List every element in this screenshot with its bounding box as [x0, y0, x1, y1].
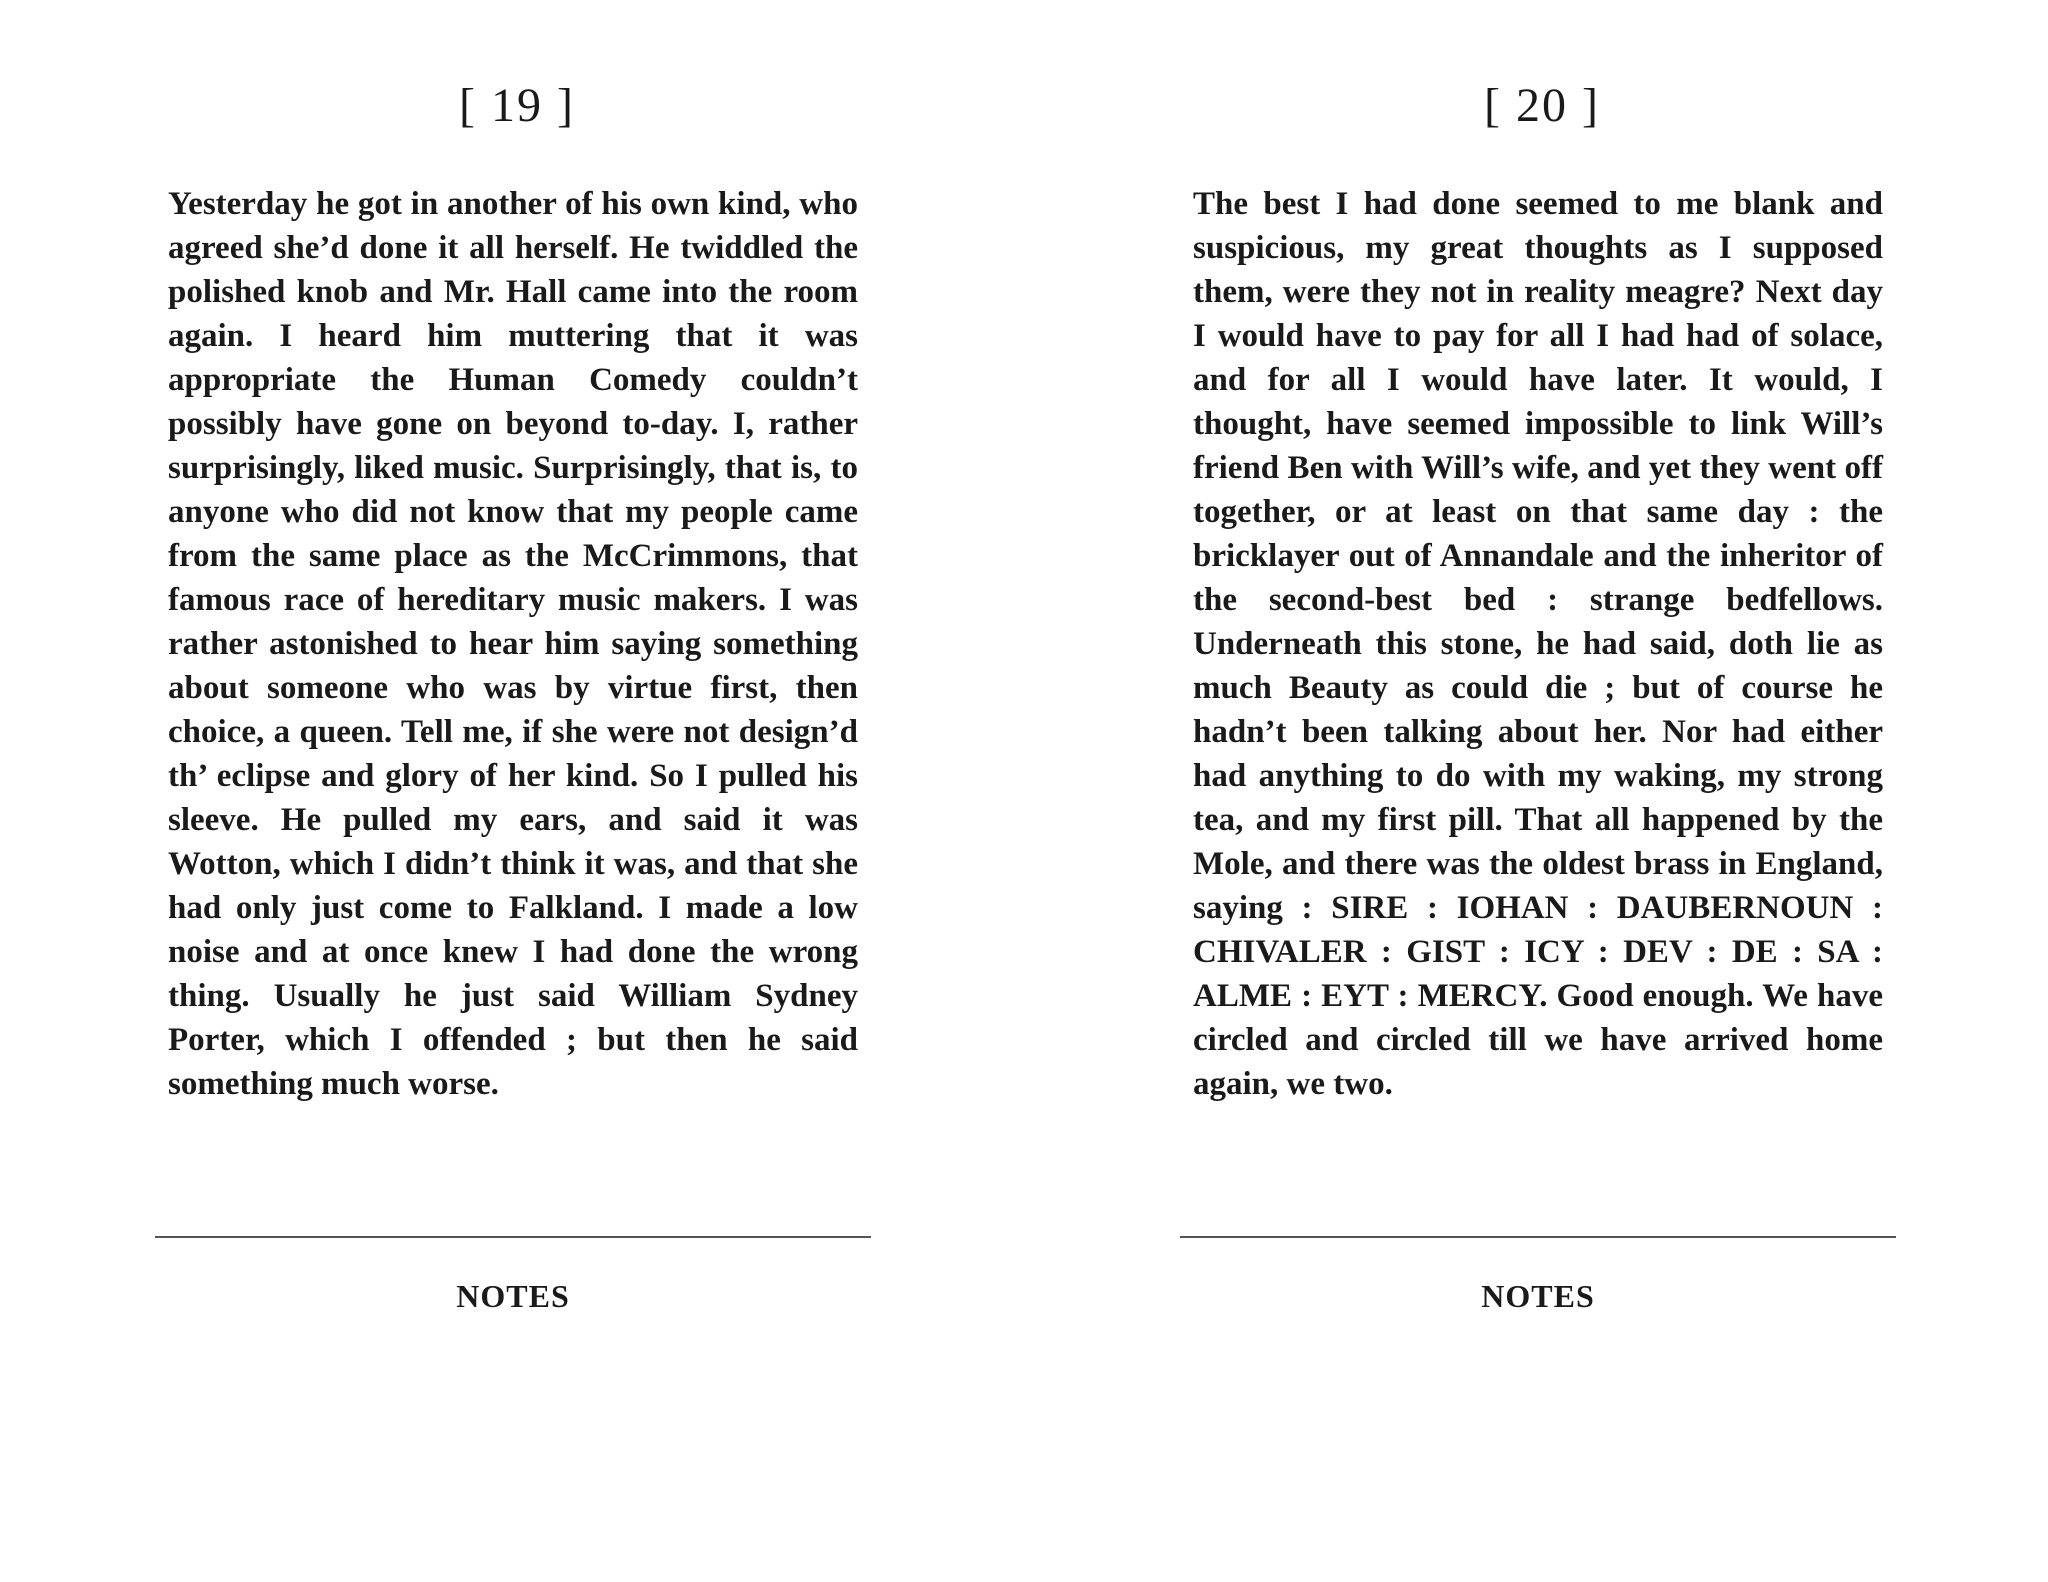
notes-divider — [1180, 1236, 1896, 1238]
notes-heading: NOTES — [1481, 1278, 1595, 1314]
body-text: The best I had done seemed to me blank and suspicious, my great thoughts as I supposed them, were they not in reality meagre? Next day I would have to pay for all I had had of solace, and for all I would have later. It would, I thought, have seemed impossible to link Will’s friend Ben with Will’s wife, and yet they went off together, or at least on that same day : the bricklayer out of Annandale and the inheritor of the second-best bed : strange bedfellows. Underneath this stone, he had said, doth lie as much Beauty as could die ; but of course he hadn’t been talking about her. Nor had either had anything to do with my waking, my strong tea, and my first pill. That all happened by the Mole, and there was the oldest brass in England, saying : SIRE : IOHAN : DAUBERNOUN : CHIVALER : GIST : ICY : DEV : DE : SA : ALME : EYT : MERCY. Good enough. We have circled and circled till we have arrived home again, we two. — [1193, 186, 1883, 1102]
page-number: [ 20 ] — [1484, 79, 1600, 132]
page-left — [155, 0, 879, 1582]
notes-heading: NOTES — [456, 1278, 570, 1314]
page-right — [1180, 0, 1904, 1582]
body-text: Yesterday he got in another of his own kind, who agreed she’d done it all herself. He twiddled the polished knob and Mr. Hall came into the room again. I heard him muttering that it was appropriate the Human Comedy couldn’t possibly have gone on beyond to-day. I, rather surprisingly, liked music. Surprisingly, that is, to anyone who did not know that my people came from the same place as the McCrimmons, that famous race of hereditary music makers. I was rather astonished to hear him saying something about someone who was by virtue first, then choice, a queen. Tell me, if she were not design’d th’ eclipse and glory of her kind. So I pulled his sleeve. He pulled my ears, and said it was Wotton, which I didn’t think it was, and that she had only just come to Falkland. I made a low noise and at once knew I had done the wrong thing. Usually he just said William Sydney Porter, which I offended ; but then he said something much worse. — [168, 186, 858, 1102]
page-number: [ 19 ] — [459, 79, 575, 132]
notes-divider — [155, 1236, 871, 1238]
